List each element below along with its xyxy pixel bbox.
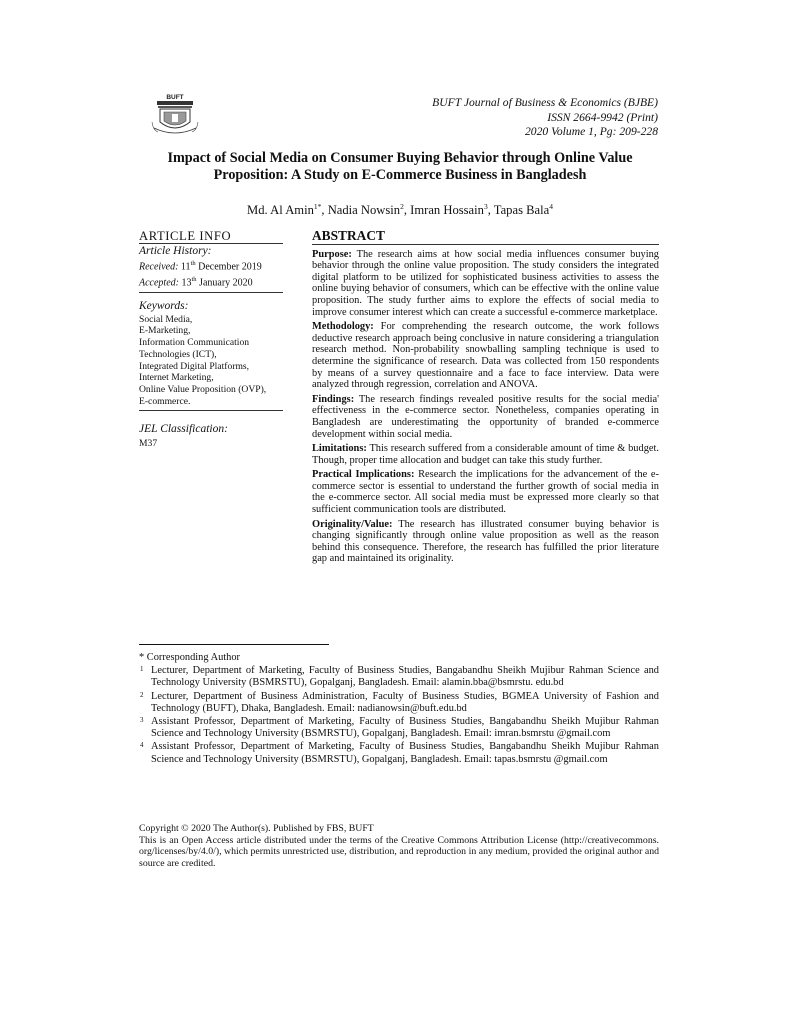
author: Imran Hossain$^3$ — [410, 202, 488, 218]
keyword: Integrated Digital Platforms, — [139, 360, 250, 372]
jel-code: M37 — [139, 437, 158, 449]
keyword: E-commerce. — [139, 395, 191, 407]
article-info-column — [139, 230, 283, 450]
journal-volume: 2020 Volume 1, Pg: 209-228 — [525, 125, 658, 139]
footnote-item: 3 Assistant Professor, Department of Marketing, Faculty of Business Studies, Bangabandhu Sheikh Mujibur Rahman Science and Technology University (BSMRSTU), Gopalganj, Bangladesh. Email: imran.bsmrstu @gmail.com — [140, 716, 659, 740]
journal-issn: ISSN 2664-9942 (Print) — [547, 110, 658, 124]
footnote-item: 4 Assistant Professor, Department of Marketing, Faculty of Business Studies, Bangabandhu Sheikh Mujibur Rahman Science and Technology University (BSMRSTU), Gopalganj, Bangladesh. Email: tapas.bsmrstu @gmail.com — [140, 741, 659, 765]
license-text: This is an Open Access article distributed under the terms of the Creative Commons Attribution License (http://creativecommons. org/licenses/by/4.0/), which permits unrestricted use, distribution, and reproduction in any medium, provided the original author and source are credited. — [139, 834, 659, 869]
keyword: Information Communication Technologies (ICT), — [139, 337, 250, 360]
footnote-item: 2 Lecturer, Department of Business Administration, Faculty of Business Studies, BGMEA University of Fashion and Technology (BUFT), Dhaka, Bangladesh. Email: nadianowsin@buft.edu.bd — [140, 690, 659, 714]
copyright-notice — [139, 823, 659, 869]
keyword: Social Media, — [139, 313, 193, 325]
abstract-purpose: Purpose: The research aims at how social media influences consumer buying behavior through the online value proposition. The study considers the integrated digital platform to be utilized for sophisticated business activities to assess the online buying behavior of consumers, which can be effective with the online value proposition. The study further aims to explore the effects of social media to improve consumer interest which can create a successful e-commerce marketplace. — [312, 248, 659, 318]
keyword: Internet Marketing, — [139, 372, 214, 384]
received-date: Received: 11th December 2019 — [139, 259, 262, 273]
author: Tapas Bala$^4$ — [493, 202, 553, 218]
accepted-date: Accepted: 13th January 2020 — [139, 275, 253, 288]
footnote-divider — [139, 644, 329, 645]
history-heading: Article History: — [139, 245, 212, 258]
journal-info — [338, 96, 658, 140]
abstract-originality: Originality/Value: The research has illustrated consumer buying behavior is changing significantly through online value proposition as well as the reason behind this consequence. Therefore, the research has fulfilled the prior literature gap and maintained its originality. — [312, 518, 659, 565]
author-list: Md. Al Amin$^{1*}$, Nadia Nowsin$^2$, Imran Hossain$^3$, Tapas Bala$^4$ — [247, 202, 553, 218]
keyword: Online Value Proposition (OVP), — [139, 383, 267, 395]
abstract-practical-implications: Practical Implications: Research the implications for the advancement of the e-commerce sector is essential to understand the further growth of social media in the e-commerce sector. All social media must be expressed more clearly so that sufficient communication tools are distributed. — [312, 469, 659, 516]
logo-text: BUFT — [166, 94, 184, 101]
keywords-heading: Keywords: — [139, 300, 189, 313]
corresponding-author-note: * Corresponding Author — [139, 652, 241, 663]
journal-name: BUFT Journal of Business & Economics (BJBE) — [432, 96, 658, 109]
abstract — [312, 230, 659, 568]
journal-logo — [148, 92, 202, 138]
abstract-heading: ABSTRACT — [312, 230, 659, 245]
jel-heading: JEL Classification: — [139, 423, 228, 436]
abstract-limitations: Limitations: This research suffered from a considerable amount of time & budget. Though, proper time allocation and budget can take this study further. — [312, 443, 659, 466]
paper-title: Impact of Social Media on Consumer Buying Behavior through Online Value Proposition: A Study on E-Commerce Business in Bangladesh — [167, 150, 633, 183]
abstract-methodology: Methodology: For comprehending the research outcome, the work follows deductive research approach being conclusive in nature considering a triangulation research method. Non-probability snowballing sampling technique is used to determine the significance of research. Data was collected from 150 respondents by means of a survey questionnaire and a face to face interview. Data were analyzed through regression, correlation and ANOVA. — [312, 321, 659, 391]
article-info-heading: ARTICLE INFO — [139, 230, 283, 244]
article-history — [139, 245, 283, 293]
copyright-line: Copyright © 2020 The Author(s). Published by FBS, BUFT — [139, 823, 374, 834]
abstract-findings: Findings: The research findings revealed positive results for the social media' effectiveness in the e-commerce sector. Nonetheless, companies operating in Bangladesh are underestimating the opportunity of branded e-commerce development within social media. — [312, 393, 659, 440]
footnote-item: 1 Lecturer, Department of Marketing, Faculty of Business Studies, Bangabandhu Sheikh Mujibur Rahman Science and Technology University (BSMRSTU), Gopalganj, Bangladesh. Email: alamin.bba@bsmrstu. edu.bd — [140, 665, 659, 689]
footnotes — [139, 652, 659, 767]
keyword: E-Marketing, — [139, 325, 191, 337]
keywords-block — [139, 300, 283, 411]
author: Nadia Nowsin$^2$ — [327, 202, 404, 218]
author: Md. Al Amin$^{1*}$ — [247, 202, 322, 218]
